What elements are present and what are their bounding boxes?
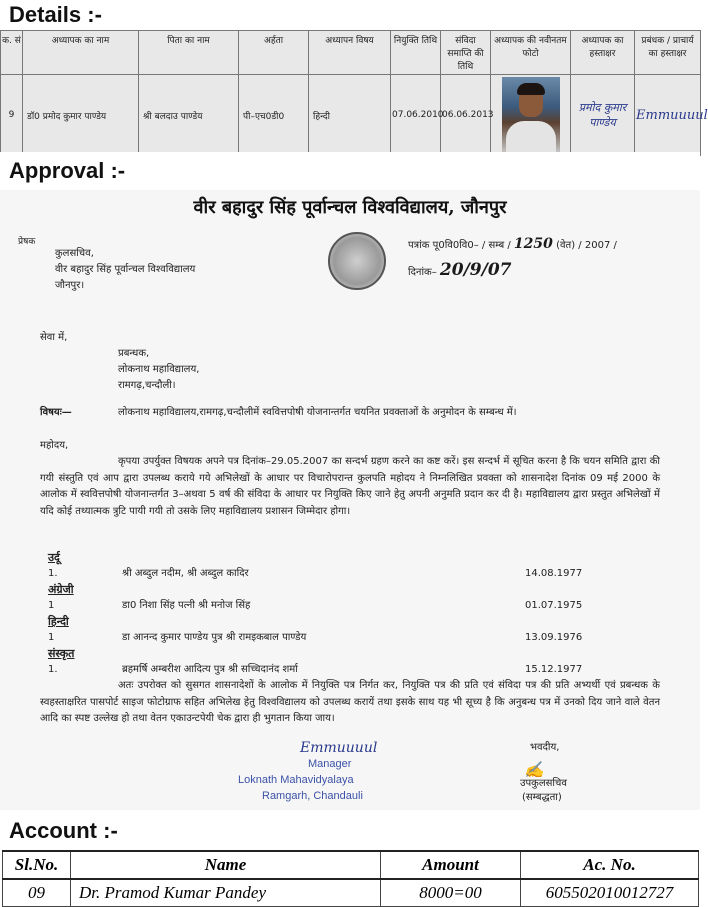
ref-suffix: (वेत) / 2007 / <box>556 240 617 251</box>
subject-label: विषयः— <box>40 407 72 418</box>
table-row <box>1 75 701 156</box>
teacher-photo <box>502 77 560 153</box>
candidate-english: डा0 निशा सिंह पत्नी श्री मनोज सिंह <box>122 600 251 611</box>
header-contract-end: संविदा समाप्ति की तिथि <box>441 31 491 75</box>
date-line <box>408 262 511 281</box>
account-cell-sl: 09 <box>3 879 71 907</box>
cell-qualification: पी–एच0डी0 <box>239 75 309 156</box>
subject-num-english: 1 <box>48 600 55 611</box>
candidate-urdu: श्री अब्दुल नदीम, श्री अब्दुल कादिर <box>122 568 249 579</box>
dob-english: 01.07.1975 <box>525 600 583 611</box>
sender-label: प्रेषक <box>18 237 36 247</box>
cell-father-name: श्री बलदाउ पाण्डेय <box>139 75 239 156</box>
header-teacher-name: अध्यापक का नाम <box>23 31 139 75</box>
cell-photo <box>491 75 571 156</box>
account-table <box>2 850 699 907</box>
subject-num-hindi: 1 <box>48 632 55 643</box>
registrar-signature-mark: ✍ <box>524 760 544 779</box>
registrar-subtitle: (सम्बद्धता) <box>522 792 562 803</box>
details-section-header <box>0 0 700 30</box>
header-father-name: पिता का नाम <box>139 31 239 75</box>
header-photo: अध्यापक की नवीनतम फोटो <box>491 31 571 75</box>
account-cell-name: Dr. Pramod Kumar Pandey <box>71 879 381 907</box>
cell-sl: 9 <box>1 75 23 156</box>
dob-sanskrit: 15.12.1977 <box>525 664 583 675</box>
subject-heading-hindi: हिन्दी <box>48 615 69 628</box>
subject-heading-sanskrit: संस्कृत <box>48 647 75 660</box>
sender-line-2: वीर बहादुर सिंह पूर्वान्चल विश्वविद्यालय <box>55 264 196 275</box>
cell-subject: हिन्दी <box>309 75 391 156</box>
approval-title: Approval :- <box>9 158 126 183</box>
cell-teacher-signature <box>571 75 635 156</box>
dob-hindi: 13.09.1976 <box>525 632 583 643</box>
subject-text: लोकनाथ महाविद्यालय,रामगढ़,चन्दौलीमें स्ववित्तपोषी योजनान्तर्गत चयनित प्रवक्ताओं के अनुमोदन के सम्बन्ध में। <box>118 407 517 418</box>
account-title: Account :- <box>9 818 118 843</box>
closing-paragraph: अतः उपरोक्त को सुसगत शासनादेशों के आलोक में नियुक्ति पत्र निर्गत कर, नियुक्ति पत्र की प्रति एवं संविदा पत्र की प्रति अभ्यर्थी एवं प्रबन्धक के स्वहस्ताक्षरित पासपोर्ट साइज फोटोग्राफ सहित अभिलेख हेतु विश्वविद्यालय को उपलब्ध करायें तथा इसके साथ यह भी सूच्य है कि अनुबन्ध पत्र में उनको दिय जाने वाले वेतन आदि का स्पष्ट उल्लेख हो तथा वेतन एकाउन्टपेयी चेक द्वारा ही भुगतान किया जाय। <box>40 680 660 724</box>
subject-heading-urdu: उर्दू <box>48 551 60 564</box>
candidate-hindi: डा आनन्द कुमार पाण्डेय पुत्र श्री रामइकबाल पाण्डेय <box>122 632 307 643</box>
reference-line <box>408 236 617 254</box>
account-header-name: Name <box>71 851 381 879</box>
account-section-header <box>0 813 700 848</box>
sender-line-1: कुलसचिव, <box>55 248 94 259</box>
header-qualification: अर्हता <box>239 31 309 75</box>
teacher-signature: प्रमोद कुमार पाण्डेय <box>578 101 627 129</box>
cell-contract-end: 06.06.2013 <box>441 75 491 156</box>
ref-number: 1250 <box>513 236 553 252</box>
ref-prefix: पत्रांक पू0वि0वि0– / सम्ब / <box>408 240 511 251</box>
dob-urdu: 14.08.1977 <box>525 568 583 579</box>
account-header-row <box>3 851 699 879</box>
account-cell-acno: 605502010012727 <box>521 879 699 907</box>
approval-letter <box>0 190 700 810</box>
college-stamp-line-2: Ramgarh, Chandauli <box>262 790 363 802</box>
header-subject: अध्यापन विषय <box>309 31 391 75</box>
yours-faithfully: भवदीय, <box>530 742 560 753</box>
university-seal-icon <box>328 232 386 290</box>
college-stamp-line-1: Loknath Mahavidyalaya <box>238 774 354 786</box>
recipient-line-1: प्रबन्धक, <box>118 348 150 359</box>
manager-signature: Emmuuuul <box>636 107 708 123</box>
account-header-sl: Sl.No. <box>3 851 71 879</box>
subject-num-sanskrit: 1. <box>48 664 58 675</box>
manager-label: Manager <box>308 758 352 770</box>
approval-section-header <box>0 152 700 190</box>
manager-signature-letter: Emmuuuul <box>300 740 378 756</box>
recipient-line-2: लोकनाथ महाविद्यालय, <box>118 364 200 375</box>
header-sl: क. सं <box>1 31 23 75</box>
cell-appointment-date: 07.06.2010 <box>391 75 441 156</box>
header-manager-signature: प्रबंधक / प्राचार्य का हस्ताक्षर <box>635 31 701 75</box>
date-value: 20/9/07 <box>439 260 512 280</box>
candidate-sanskrit: ब्रहमर्षि अम्बरीश आदित्य पुत्र श्री सच्चिदानंद शर्मा <box>122 664 298 675</box>
cell-teacher-name: डॉ0 प्रमोद कुमार पाण्डेय <box>23 75 139 156</box>
account-cell-amount: 8000=00 <box>381 879 521 907</box>
account-header-amount: Amount <box>381 851 521 879</box>
header-appointment-date: नियुक्ति तिथि <box>391 31 441 75</box>
date-label: दिनांक– <box>408 267 437 278</box>
seva-me: सेवा में, <box>40 332 68 343</box>
details-table <box>0 30 708 156</box>
details-header-row <box>1 31 701 75</box>
cell-manager-signature <box>635 75 708 156</box>
table-row <box>3 879 699 907</box>
recipient-line-3: रामगढ़,चन्दौली। <box>118 380 176 391</box>
details-title: Details :- <box>9 2 102 27</box>
university-heading: वीर बहादुर सिंह पूर्वान्चल विश्वविद्यालय, जौनपुर <box>193 197 507 218</box>
account-header-acno: Ac. No. <box>521 851 699 879</box>
header-teacher-signature: अध्यापक का हस्ताक्षर <box>571 31 635 75</box>
body-paragraph: कृपया उपर्युक्त विषयक अपने पत्र दिनांक–29.05.2007 का सन्दर्भ ग्रहण करने का कष्ट करें। इस सन्दर्भ में सूचित करना है कि चयन समिति द्वारा की गयी संस्तुति एवं आप द्वारा उपलब्ध कराये गये अभिलेखों के आधार पर विचारोपरान्त कुलपति महोदय ने निम्नलिखित प्रवक्ता को शासनादेश दिनांक 09 मई 2000 के आलोक में स्ववित्तपोषी योजनान्तर्गत 3–अथवा 5 वर्ष की संविदा के आधार पर नियुक्ति किए जाने हेतु अपनी अनुमति प्रदान कर दी है। महाविद्यालय द्वारा प्रस्तुत अभिलेखों में यदि कोई तथ्यात्मक त्रुटि पायी गयी तो उसके लिए महाविद्यालय प्रशासन जिम्मेदार होगा। <box>40 456 660 517</box>
subject-heading-english: अंग्रेजी <box>48 583 74 596</box>
sender-line-3: जौनपुर। <box>55 280 85 291</box>
subject-num-urdu: 1. <box>48 568 58 579</box>
registrar-title: उपकुलसचिव <box>520 778 567 789</box>
salutation: महोदय, <box>40 440 69 451</box>
